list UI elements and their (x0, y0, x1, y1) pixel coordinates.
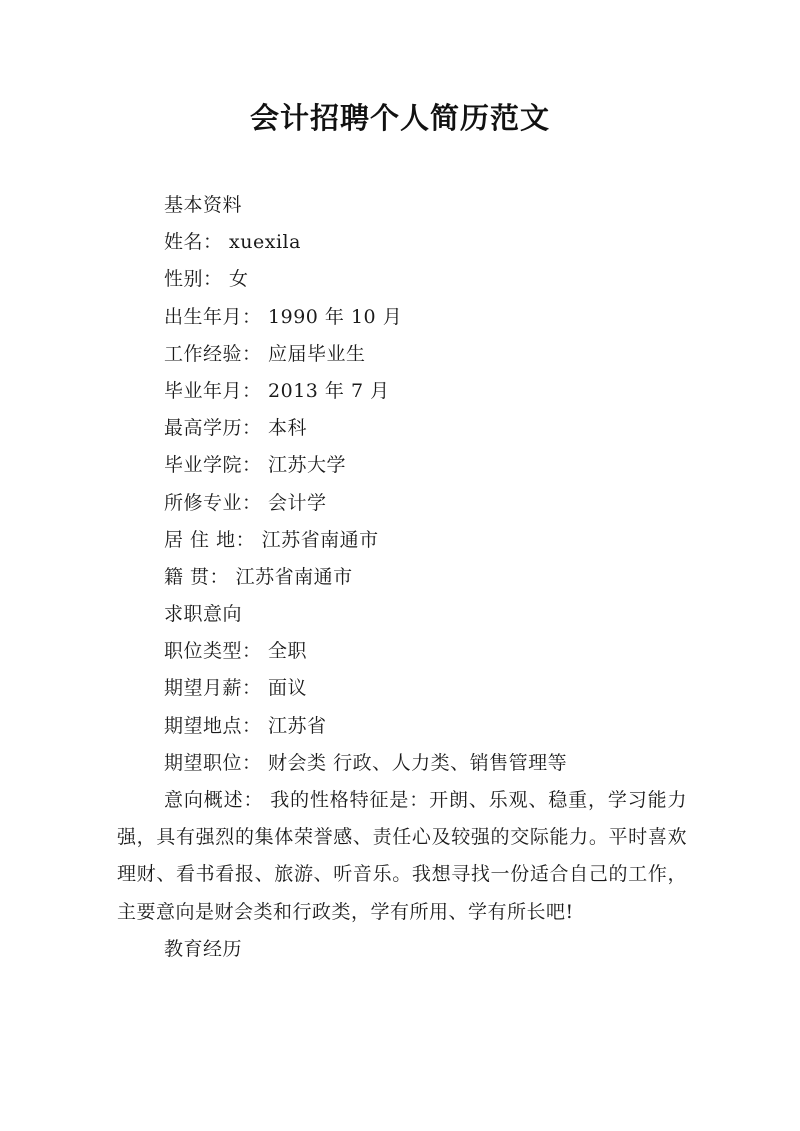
field-gender: 性别： 女 (164, 268, 249, 291)
field-major: 所修专业： 会计学 (164, 491, 327, 514)
field-experience: 工作经验： 应届毕业生 (164, 342, 366, 365)
intent-summary: 意向概述： 我的性格特征是：开朗、乐观、稳重，学习能力强，具有强烈的集体荣誉感、责任心及较强的交际能力。平时喜欢理财、看书看报、旅游、听音乐。我想寻找一份适合自己的工作，主要意向是财会类和行政类，学有所用、学有所长吧! (117, 789, 687, 923)
field-salary: 期望月薪： 面议 (164, 677, 308, 700)
field-name: 姓名： xuexila (164, 231, 301, 254)
field-degree: 最高学历： 本科 (164, 417, 308, 440)
field-location: 期望地点： 江苏省 (164, 714, 327, 737)
section-heading-intent: 求职意向 (164, 603, 243, 626)
field-origin: 籍 贯： 江苏省南通市 (164, 565, 353, 588)
section-heading-basic: 基本资料 (164, 194, 243, 216)
field-residence: 居 住 地： 江苏省南通市 (164, 528, 379, 551)
field-position: 期望职位： 财会类 行政、人力类、销售管理等 (164, 751, 568, 774)
field-job-type: 职位类型： 全职 (164, 640, 308, 663)
field-graduation: 毕业年月： 2013 年 7 月 (164, 379, 390, 402)
resume-body (117, 187, 687, 968)
section-heading-education: 教育经历 (164, 937, 243, 960)
field-school: 毕业学院： 江苏大学 (164, 454, 347, 477)
page-title: 会计招聘个人简历范文 (249, 101, 550, 135)
field-birth: 出生年月： 1990 年 10 月 (164, 305, 403, 328)
